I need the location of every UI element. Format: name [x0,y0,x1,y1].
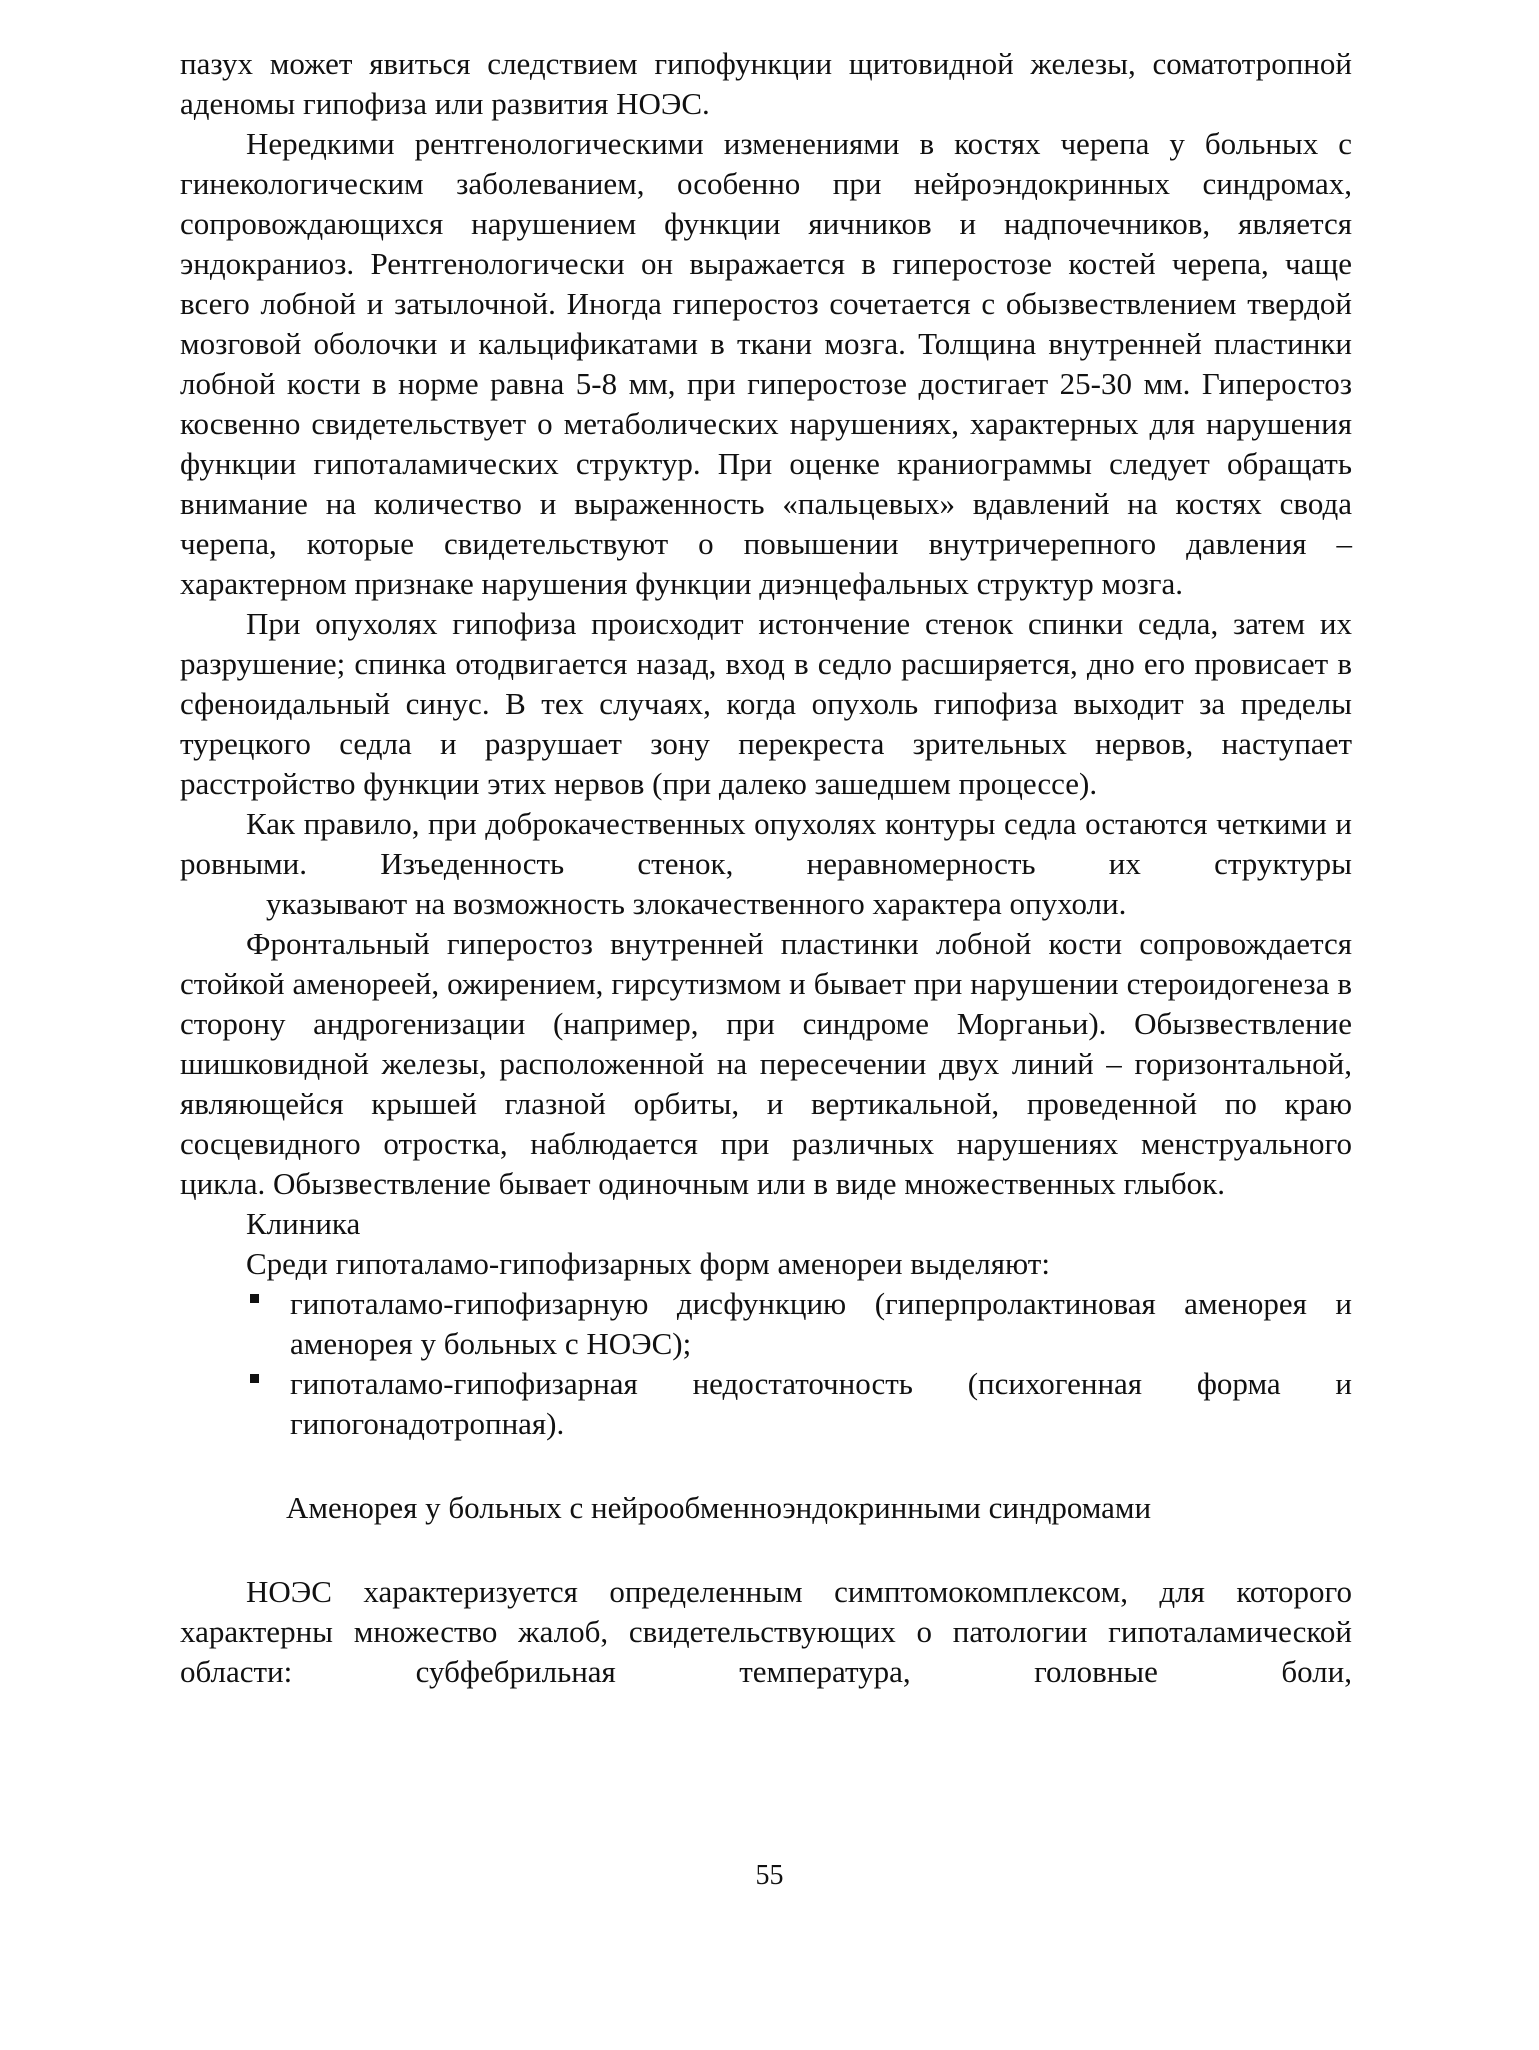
page-body [180,44,1352,1692]
paragraph-malignant-note: указывают на возможность злокачественного характера опухоли. [266,886,1127,921]
forms-list [180,1284,1352,1444]
list-item [246,1364,1352,1444]
list-item [246,1284,1352,1364]
paragraph-noes: НОЭС характеризуется определенным симптомокомплексом, для которого характерны множество жалоб, свидетельствующих о патологии гипоталамической области: субфебрильная температура, головные боли, [180,1574,1352,1689]
subheading-clinic: Клиника [246,1206,361,1241]
paragraph-frontal-hyperostosis: Фронтальный гиперостоз внутренней пластинки лобной кости сопровождается стойкой аменореей, ожирением, гирсутизмом и бывает при нарушении стероидогенеза в сторону андрогенизации (например, при синдроме Морганьи). Обызвествление шишковидной железы, расположенной на пересечении двух линий – горизонтальной, являющейся крышей глазной орбиты, и вертикальной, проведенной по краю сосцевидного отростка, наблюдается при различных нарушениях менструального цикла. Обызвествление бывает одиночным или в виде множественных глыбок. [180,926,1352,1201]
paragraph-pituitary-tumors: При опухолях гипофиза происходит истончение стенок спинки седла, затем их разрушение; спинка отодвигается назад, вход в седло расширяется, дно его провисает в сфеноидальный синус. В тех случаях, когда опухоль гипофиза выходит за пределы турецкого седла и разрушает зону перекреста зрительных нервов, наступает расстройство функции этих нервов (при далеко зашедшем процессе). [180,606,1352,801]
list-item-text: гипоталамо-гипофизарная недостаточность (психогенная форма и гипогонадотропная). [290,1366,1352,1441]
bullet-icon [250,1294,259,1303]
list-item-text: гипоталамо-гипофизарную дисфункцию (гиперпролактиновая аменорея и аменорея у больных с НОЭС); [290,1286,1352,1361]
paragraph-benign-tumors: Как правило, при доброкачественных опухолях контуры седла остаются четкими и ровными. Изъеденность стенок, неравномерность их структуры [180,806,1352,881]
page-number: 55 [755,1860,784,1891]
paragraph-forms-intro: Среди гипоталамо-гипофизарных форм аменореи выделяют: [246,1246,1050,1281]
section-heading: Аменорея у больных с нейрообменноэндокринными синдромами [286,1490,1152,1525]
paragraph-endocraniosis: Нередкими рентгенологическими изменениями в костях черепа у больных с гинекологическим заболеванием, особенно при нейроэндокринных синдромах, сопровождающихся нарушением функции яичников и надпочечников, является эндокраниоз. Рентгенологически он выражается в гиперостозе костей черепа, чаще всего лобной и затылочной. Иногда гиперостоз сочетается с обызвествлением твердой мозговой оболочки и кальцификатами в ткани мозга. Толщина внутренней пластинки лобной кости в норме равна 5-8 мм, при гиперостозе достигает 25-30 мм. Гиперостоз косвенно свидетельствует о метаболических нарушениях, характерных для нарушения функции гипоталамических структур. При оценке краниограммы следует обращать внимание на количество и выраженность «пальцевых» вдавлений на костях свода черепа, которые свидетельствуют о повышении внутричерепного давления – характерном признаке нарушения функции диэнцефальных структур мозга. [180,126,1352,601]
paragraph-continuation: пазух может явиться следствием гипофункции щитовидной железы, соматотропной аденомы гипофиза или развития НОЭС. [180,46,1352,121]
bullet-icon [250,1374,259,1383]
